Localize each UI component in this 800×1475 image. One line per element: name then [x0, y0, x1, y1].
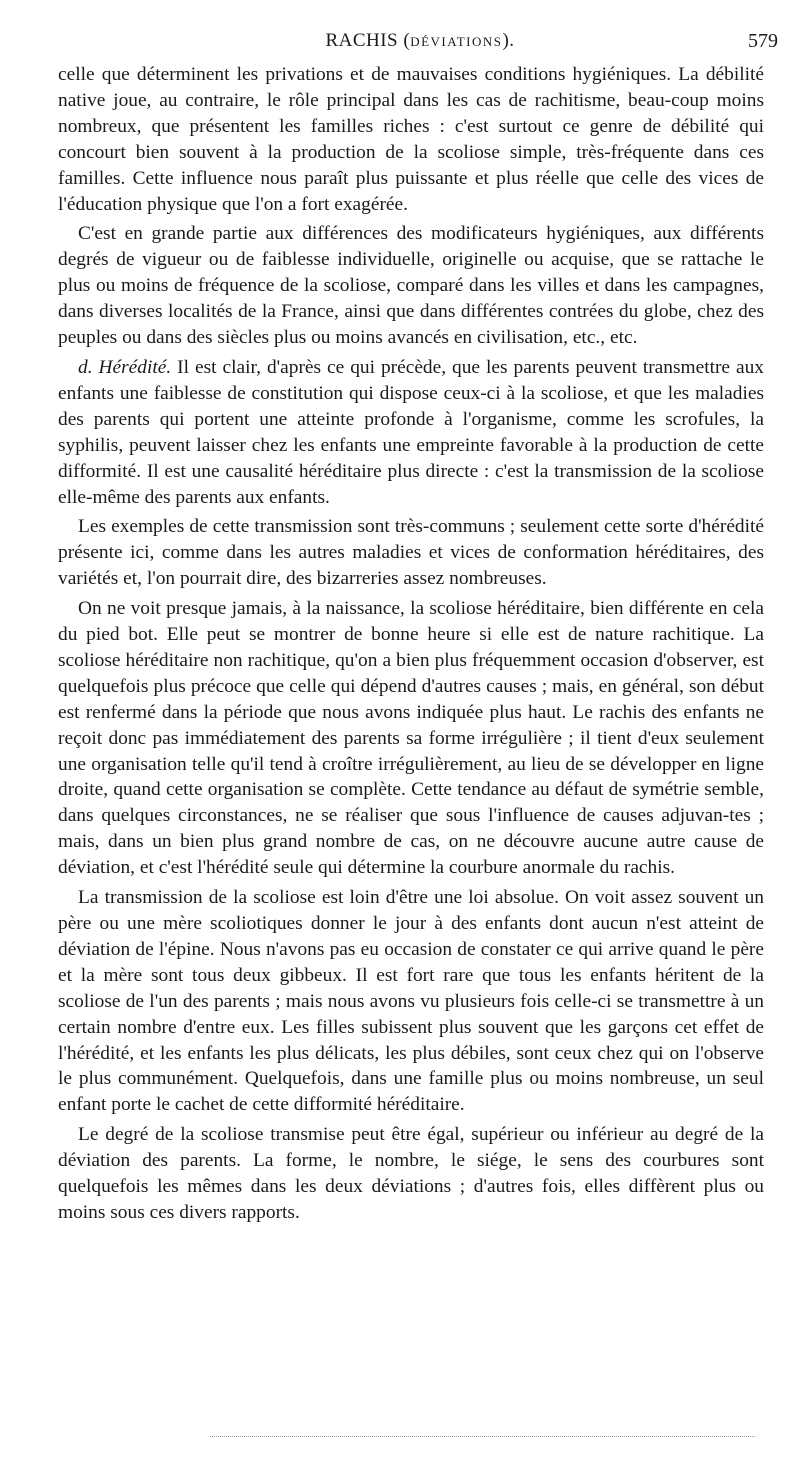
running-title: [60, 30, 780, 52]
paragraph-continued: celle que déterminent les privations et de mauvaises conditions hygiéniques. La débilité native joue, au contraire, le rôle principal dans les cas de rachitisme, beau-coup moins nombreux, que présentent les familles riches : c'est surtout ce genre de débilité qui concourt bien souvent à la production de la scoliose simple, très-fréquente dans ces familles. Cette influence nous paraît plus puissante et plus réelle que celle des vices de l'éducation physique que l'on a fort exagérée.: [58, 64, 764, 215]
body-text: [58, 62, 764, 1230]
running-title-smallcaps: DÉVIATIONS: [410, 34, 503, 49]
paragraph-heredity-text: Il est clair, d'après ce qui précède, que les parents peuvent transmettre aux enfants une faiblesse de constitution qui dispose ceux-ci à la scoliose, et que les maladies des parents qui portent une atteinte profonde à l'organisme, comme les scrofules, la syphilis, peuvent laisser chez les enfants une empreinte favorable à la production de cette difformité. Il est une causalité héréditaire plus directe : c'est la transmission de la scoliose elle-même des parents aux enfants.: [58, 356, 765, 508]
paragraph-hygiene-factors: C'est en grande partie aux différences des modificateurs hygiéniques, aux différents degrés de vigueur ou de faiblesse individuelle, originelle ou acquise, que se rattache le plus ou moins de fréquence de la scoliose, comparé dans les villes et dans les campagnes, dans diverses localités de la France, ainsi que dans différentes contrées du globe, chez des peuples ou dans des siècles plus ou moins avancés en civilisation, etc., etc.: [58, 223, 764, 349]
page-number: 579: [748, 30, 778, 52]
paragraph-heredity: [58, 355, 764, 510]
footer-rule: [210, 1436, 755, 1437]
running-title-main: RACHIS (: [325, 30, 411, 51]
paragraph-onset: On ne voit presque jamais, à la naissance, la scoliose héréditaire, bien différente en cela du pied bot. Elle peut se montrer de bonne heure si elle est de nature rachitique. La scoliose héréditaire non rachitique, qu'on a bien plus fréquemment occasion d'observer, est quelquefois plus précoce que celle qui dépend d'autres causes ; mais, en général, son début est renfermé dans la période que nous avons indiquée plus haut. Le rachis des enfants ne reçoit donc pas immédiatement des parents sa forme irrégulière ; il tient d'eux seulement une organisation telle qu'il tend à croître irrégulièrement, au lieu de se développer en ligne droite, quand cette organisation se complète. Cette tendance au défaut de symétrie semble, dans quelques circonstances, ne se réaliser que sous l'influence de causes adjuvan-tes ; mais, dans un bien plus grand nombre de cas, on ne découvre aucune autre cause de déviation, et c'est l'hérédité seule qui détermine la courbure anormale du rachis.: [58, 598, 764, 879]
section-heading-heredity: d. Hérédité.: [78, 356, 172, 378]
page-header: [60, 30, 780, 56]
paragraph-transmission-law: La transmission de la scoliose est loin d'être une loi absolue. On voit assez souvent un père ou une mère scoliotiques donner le jour à des enfants dont aucun n'est atteint de déviation de l'épine. Nous n'avons pas eu occasion de constater ce qui arrive quand le père et la mère sont tous deux gibbeux. Il est fort rare que tous les enfants héritent de la scoliose de l'un des parents ; mais nous avons vu plusieurs fois celle-ci se transmettre à un certain nombre d'entre eux. Les filles subissent plus souvent que les garçons cet effet de l'hérédité, et les enfants les plus délicats, les plus débiles, sont ceux chez qui on l'observe le plus communément. Quelquefois, dans une famille plus ou moins nombreuse, un seul enfant porte le cachet de cette difformité héréditaire.: [58, 887, 764, 1116]
running-title-close: ).: [502, 30, 515, 51]
paragraph-degree: Le degré de la scoliose transmise peut être égal, supérieur ou inférieur au degré de la déviation des parents. La forme, le nombre, le siége, le sens des courbures sont quelquefois les mêmes dans les deux déviations ; d'autres fois, elles diffèrent plus ou moins sous ces divers rapports.: [58, 1124, 764, 1223]
paragraph-transmission-examples: Les exemples de cette transmission sont très-communs ; seulement cette sorte d'hérédité présente ici, comme dans les autres maladies et vices de conformation héréditaires, des variétés et, l'on pourrait dire, des bizarreries assez nombreuses.: [58, 516, 764, 590]
